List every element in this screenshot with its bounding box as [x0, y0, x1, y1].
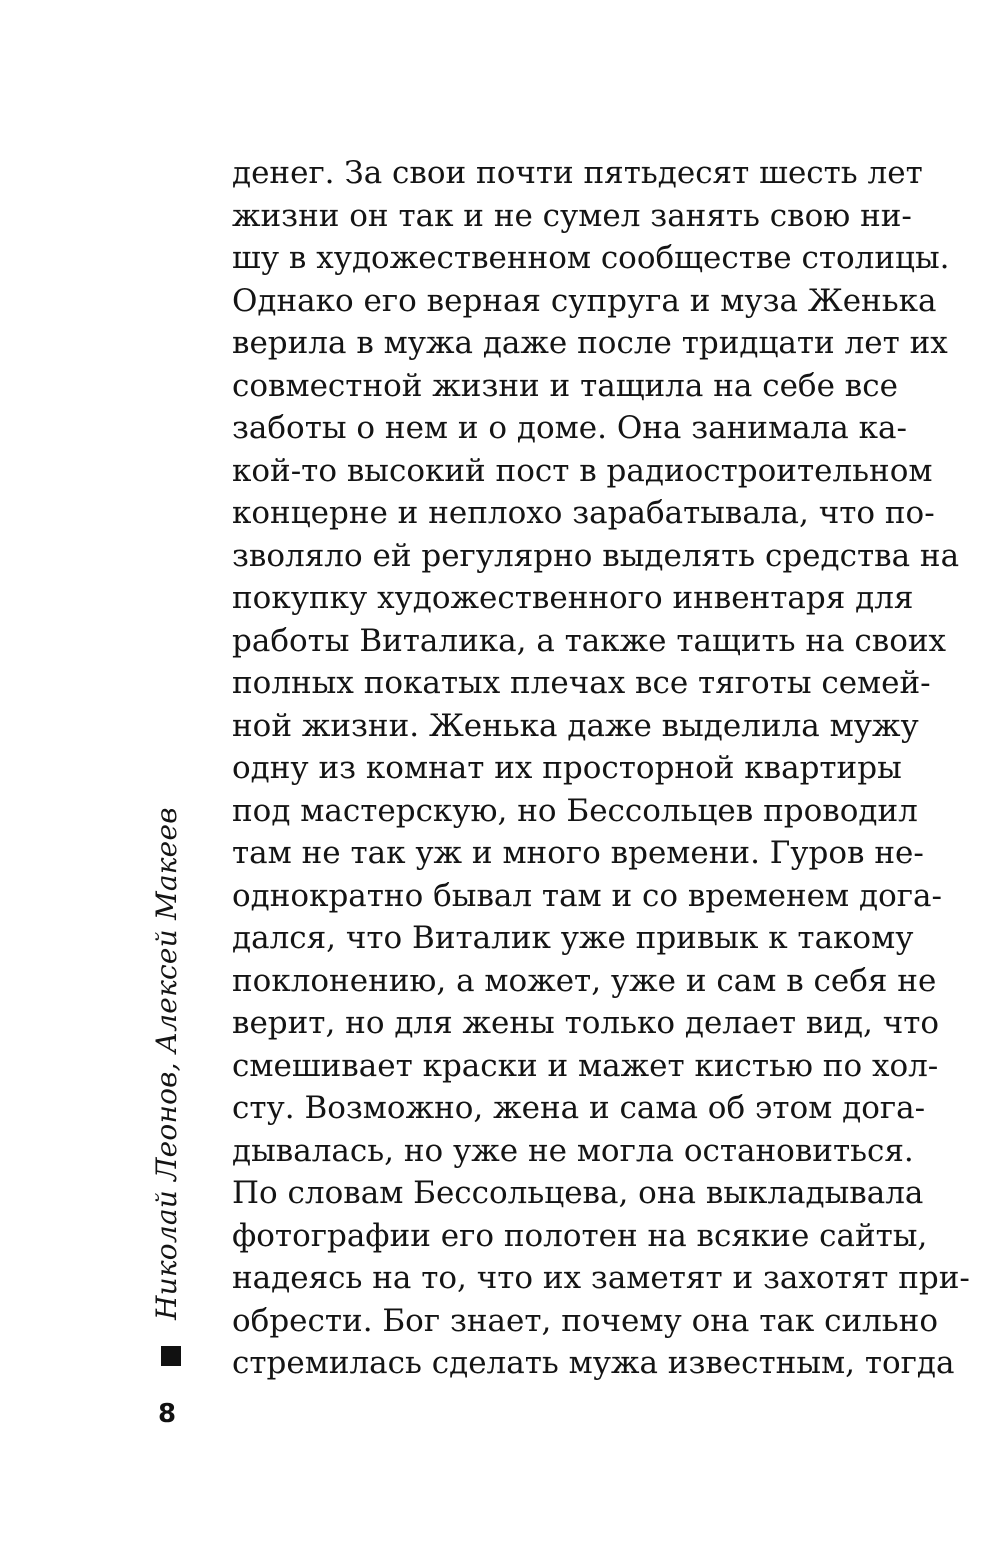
- text-line: концерне и неплохо зарабатывала, что по-: [232, 495, 935, 531]
- text-line: совместной жизни и тащила на себе все: [232, 367, 898, 404]
- text-line: обрести. Бог знает, почему она так сильно: [232, 1302, 939, 1339]
- text-line: полных покатых плечах все тяготы семей-: [232, 665, 931, 701]
- text-line: одну из комнат их просторной квартиры: [232, 750, 902, 786]
- text-line: смешивает краски и мажет кистью по хол-: [232, 1047, 939, 1084]
- text-line: покупку художественного инвентаря для: [232, 580, 914, 616]
- text-line: работы Виталика, а также тащить на своих: [232, 622, 946, 659]
- text-line: сту. Возможно, жена и сама об этом дога-: [232, 1090, 926, 1126]
- text-line: кой-то высокий пост в радиостроительном: [232, 452, 933, 489]
- text-line: там не так уж и много времени. Гуров не-: [232, 835, 924, 871]
- text-line: шу в художественном сообществе столицы.: [232, 240, 950, 276]
- text-line: ной жизни. Женька даже выделила мужу: [232, 707, 919, 744]
- text-line: под мастерскую, но Бессольцев проводил: [232, 792, 918, 829]
- text-line: фотографии его полотен на всякие сайты,: [232, 1217, 928, 1254]
- text-line: верит, но для жены только делает вид, что: [232, 1005, 940, 1041]
- text-line: однократно бывал там и со временем дога-: [232, 877, 942, 914]
- text-line: дывалась, но уже не могла остановиться.: [232, 1132, 914, 1169]
- text-line: зволяло ей регулярно выделять средства на: [232, 537, 960, 574]
- text-line: дался, что Виталик уже привык к такому: [232, 920, 914, 956]
- text-line: жизни он так и не сумел занять свою ни-: [232, 197, 912, 234]
- text-line: Однако его верная супруга и муза Женька: [232, 282, 937, 319]
- text-line: стремилась сделать мужа известным, тогда: [232, 1345, 955, 1381]
- text-line: надеясь на то, что их заметят и захотят при-: [232, 1260, 970, 1296]
- text-line: верила в мужа даже после тридцати лет их: [232, 325, 948, 361]
- text-line: денег. За свои почти пятьдесят шесть лет: [232, 155, 923, 191]
- text-line: заботы о нем и о доме. Она занимала ка-: [232, 410, 907, 446]
- text-line: По словам Бессольцева, она выкладывала: [232, 1175, 924, 1211]
- page-number: 8: [158, 1399, 177, 1429]
- body-text: [232, 152, 970, 1385]
- running-head-authors: Николай Леонов, Алексей Макеев: [150, 807, 183, 1320]
- text-line: поклонению, а может, уже и сам в себя не: [232, 962, 937, 999]
- square-marker-icon: [161, 1346, 181, 1366]
